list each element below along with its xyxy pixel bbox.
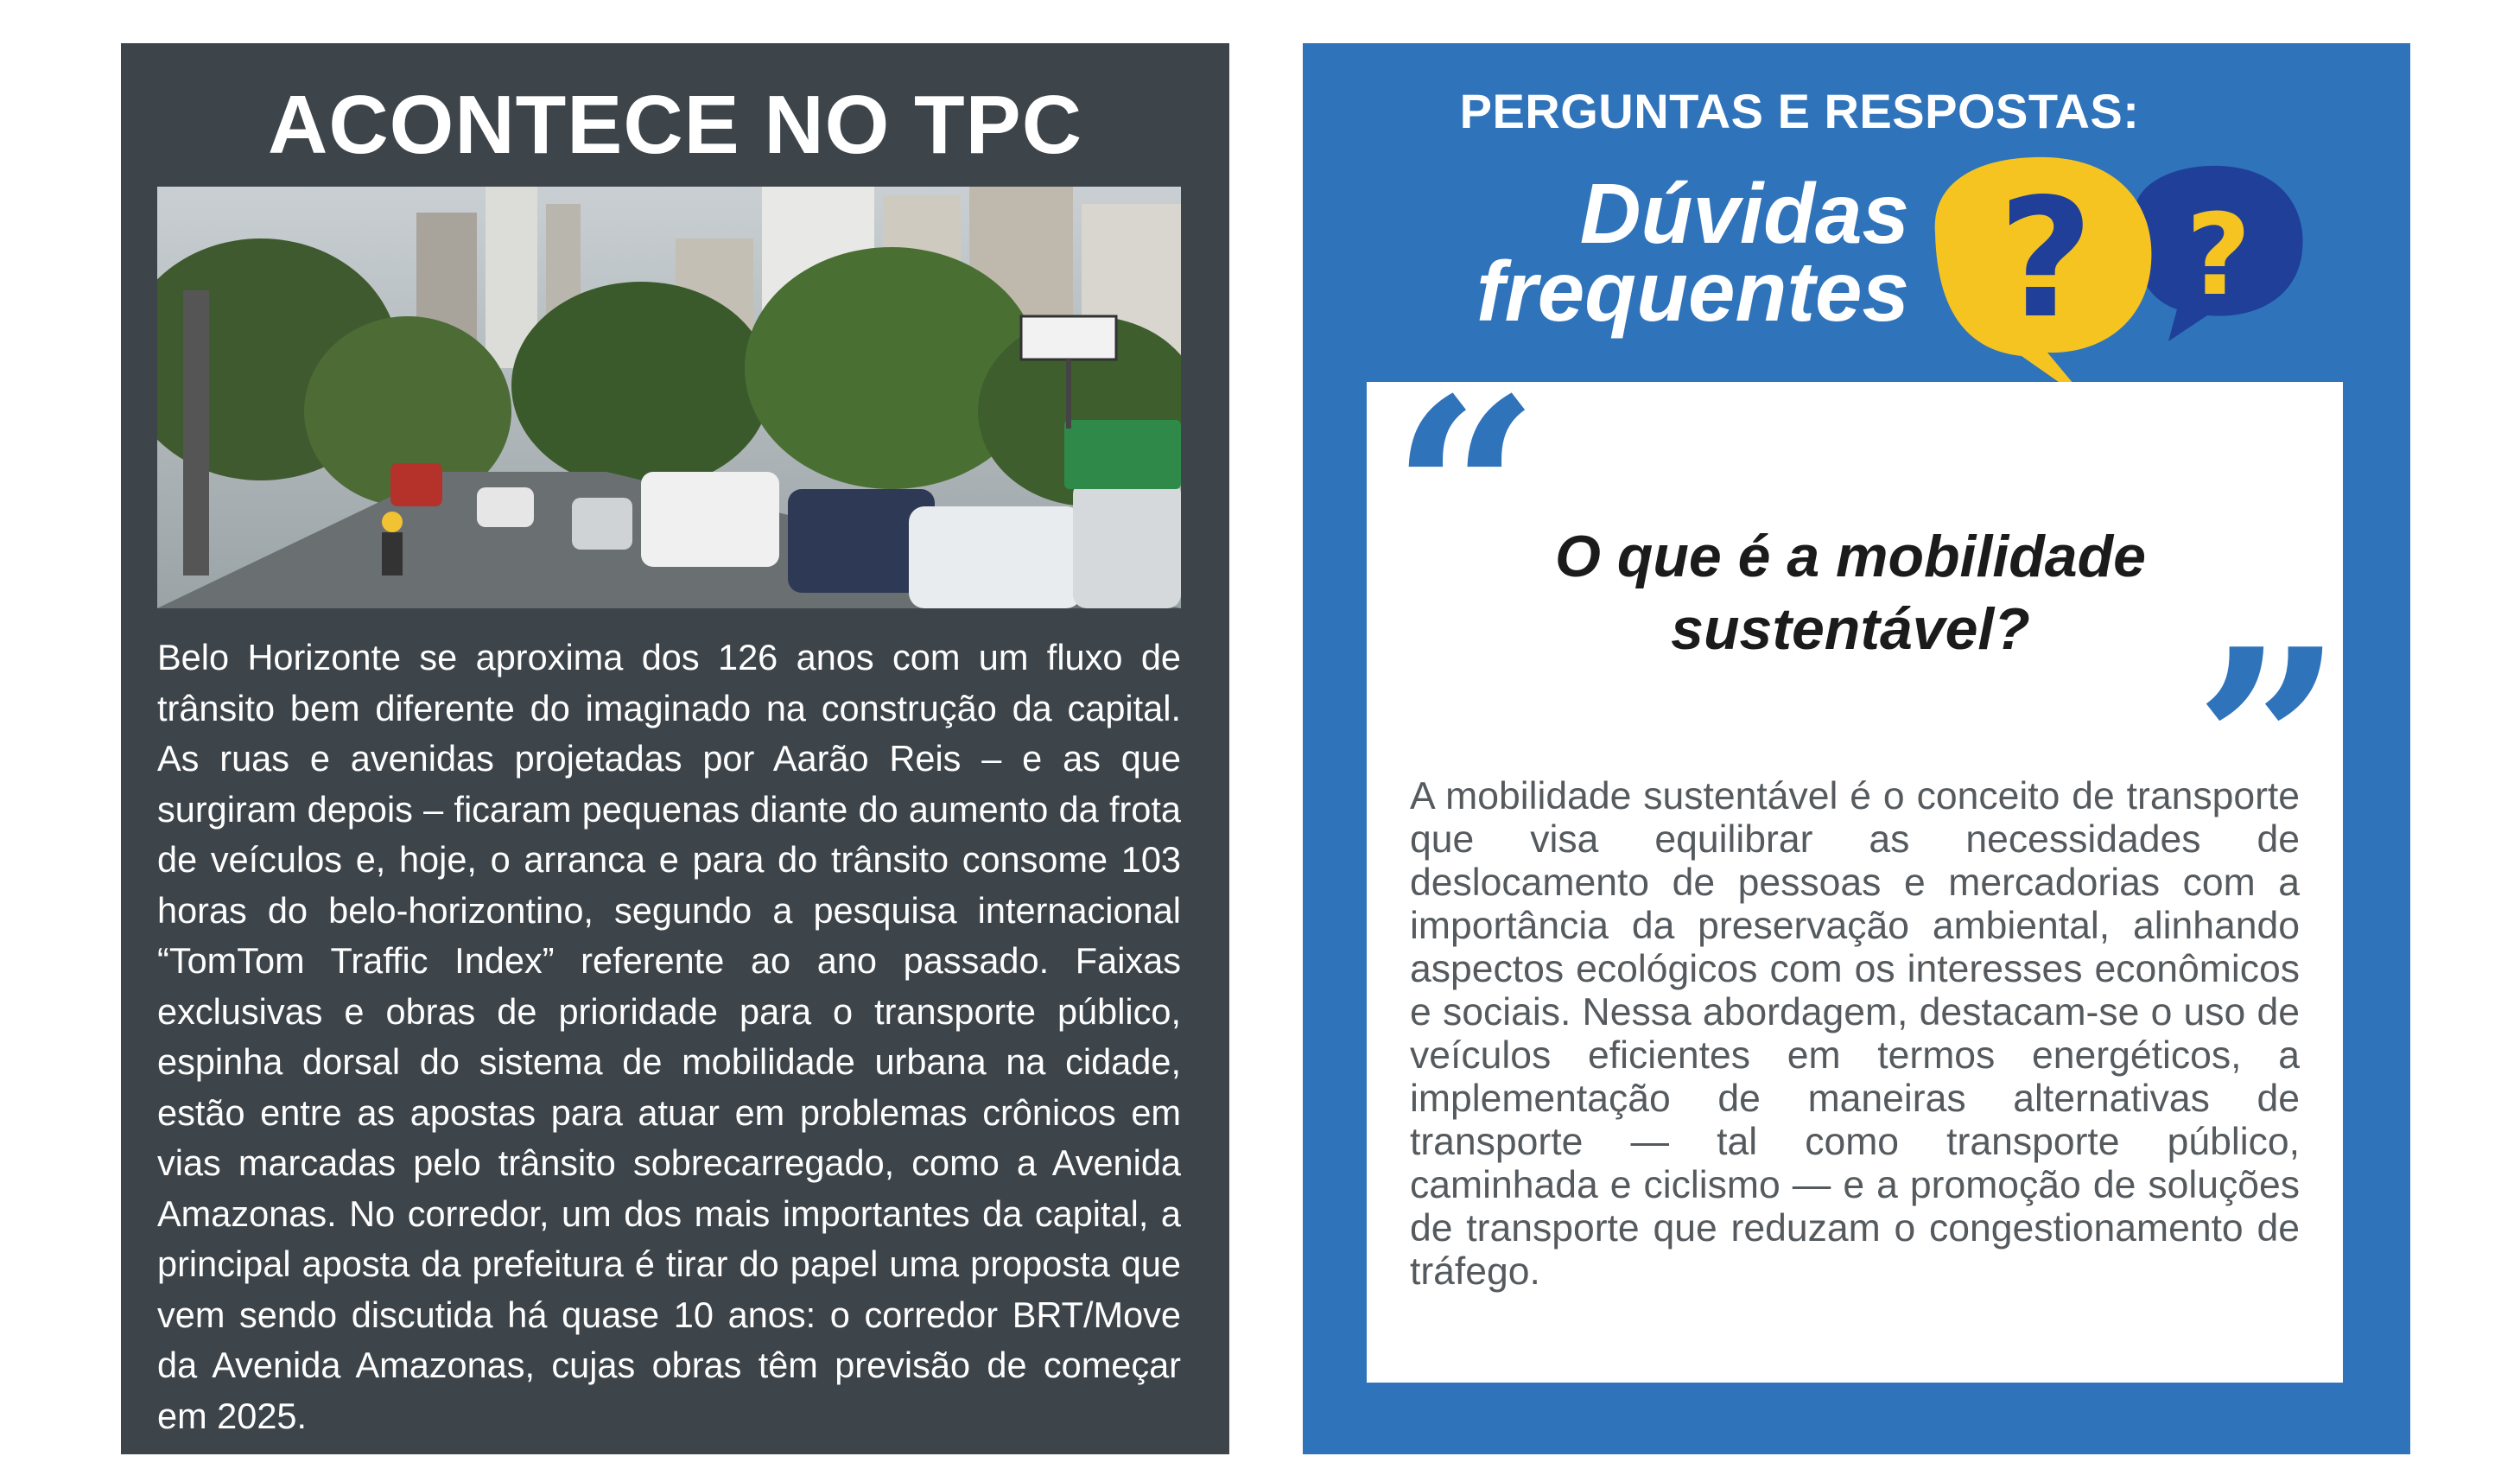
traffic-photo-illustration: [157, 187, 1181, 608]
faq-kicker: PERGUNTAS E RESPOSTAS:: [1459, 84, 2140, 138]
faq-question: O que é a mobilidade sustentável?: [1555, 524, 2146, 662]
faq-answer: A mobilidade sustentável é o conceito de transporte que visa equilibrar as necessidades de deslocamento de pessoas e mercadorias com a importância da preservação ambiental, alinhando aspectos ecológicos com os interesses econômicos e sociais. Nessa abordagem, destacam-se o uso de veículos eficientes em termos energéticos, a implementação de maneiras alternativas de transporte — tal como transporte público, caminhada e ciclismo — e a promoção de soluções de transporte que reduzam o congestionamento de tráfego.: [1410, 775, 2300, 1293]
blue-bubble-question-mark: ?: [2186, 189, 2251, 321]
news-article-text: Belo Horizonte se aproxima dos 126 anos com um fluxo de trânsito bem diferente do imaginado na construção da capital. As ruas e avenidas projetadas por Aarão Reis – e as que surgiram depois – ficaram pequenas diante do aumento da frota de veículos e, hoje, o arranca e para do trânsito consome 103 horas do belo-horizontino, segundo a pesquisa internacional “TomTom Traffic Index” referente ao ano passado. Faixas exclusivas e obras de prioridade para o transporte público, espinha dorsal do sistema de mobilidade urbana na cidade, estão entre as apostas para atuar em problemas crônicos em vias marcadas pelo trânsito sobrecarregado, como a Avenida Amazonas. No corredor, um dos mais importantes da capital, a principal aposta da prefeitura é tirar do papel uma proposta que vem sendo discutida há quase 10 anos: o corredor BRT/Move da Avenida Amazonas, cujas obras têm previsão de começar em 2025.: [157, 637, 1181, 1436]
question-bubbles-icon: [1918, 156, 2307, 415]
open-quote-icon: “: [1391, 341, 1540, 646]
traffic-photo: [157, 187, 1181, 608]
yellow-bubble-question-mark: ?: [1997, 163, 2094, 354]
news-panel: [121, 43, 1229, 1454]
faq-card: [1367, 341, 2343, 1383]
news-panel-title: ACONTECE NO TPC: [267, 79, 1083, 171]
close-quote-icon: ”: [2193, 592, 2343, 897]
faq-panel: [1303, 43, 2410, 1454]
faq-heading-line2: frequentes: [1476, 244, 1909, 339]
faq-heading-line1: Dúvidas: [1579, 166, 1909, 261]
faq-heading: [1476, 166, 1909, 339]
